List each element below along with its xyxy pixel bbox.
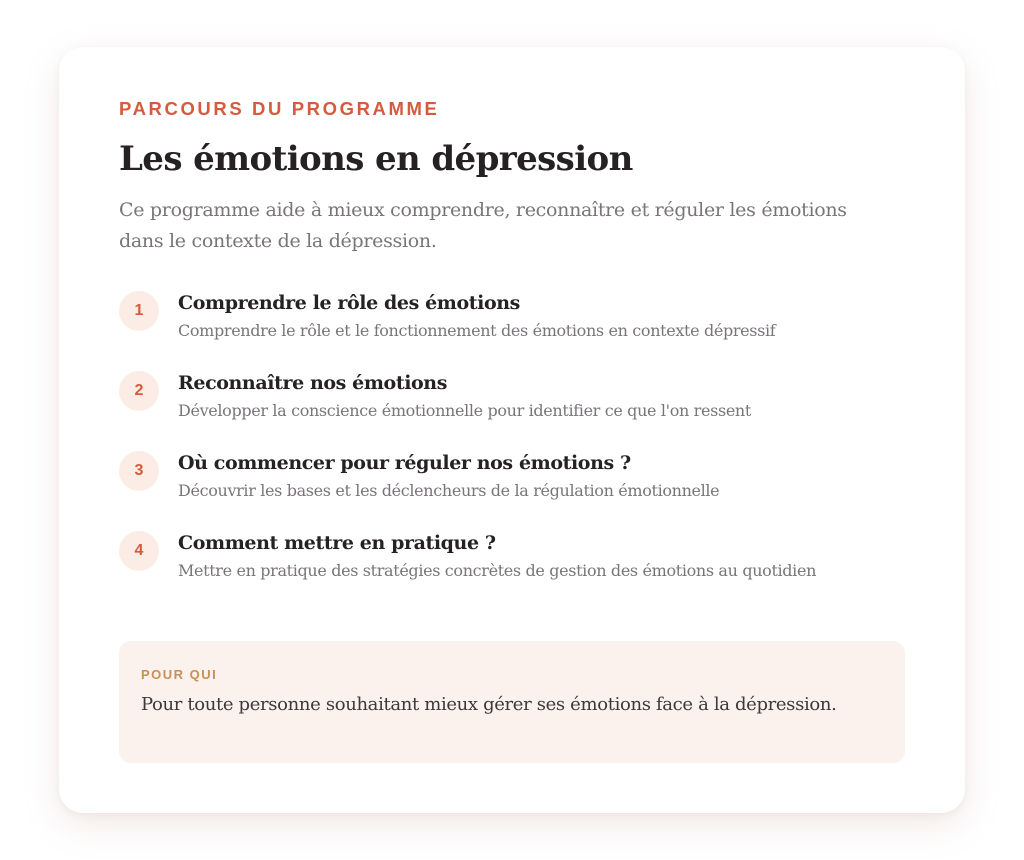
program-step — [119, 529, 905, 587]
program-steps-list — [119, 289, 905, 587]
audience-callout — [119, 641, 905, 763]
step-title: Reconnaître nos émotions — [178, 372, 448, 394]
step-title: Comment mettre en pratique ? — [178, 532, 496, 554]
step-number-badge: 1 — [119, 291, 159, 331]
program-card — [59, 47, 965, 813]
step-description: Développer la conscience émotionnelle pour identifier ce que l'on ressent — [178, 401, 751, 420]
step-description: Découvrir les bases et les déclencheurs de la régulation émotionnelle — [178, 481, 720, 500]
audience-text: Pour toute personne souhaitant mieux gérer ses émotions face à la dépression. — [141, 694, 837, 715]
program-step — [119, 449, 905, 507]
page-title: Les émotions en dépression — [119, 139, 633, 179]
section-eyebrow: PARCOURS DU PROGRAMME — [119, 98, 440, 119]
program-step — [119, 289, 905, 347]
step-description: Comprendre le rôle et le fonctionnement des émotions en contexte dépressif — [178, 321, 776, 340]
program-intro: Ce programme aide à mieux comprendre, reconnaître et réguler les émotions dans le contexte de la dépression. — [119, 199, 847, 252]
step-title: Comprendre le rôle des émotions — [178, 292, 520, 314]
step-number-badge: 2 — [119, 371, 159, 411]
step-number-badge: 4 — [119, 531, 159, 571]
program-step — [119, 369, 905, 427]
step-description: Mettre en pratique des stratégies concrètes de gestion des émotions au quotidien — [178, 561, 817, 580]
step-title: Où commencer pour réguler nos émotions ? — [178, 452, 631, 474]
audience-label: POUR QUI — [141, 667, 218, 682]
step-number-badge: 3 — [119, 451, 159, 491]
